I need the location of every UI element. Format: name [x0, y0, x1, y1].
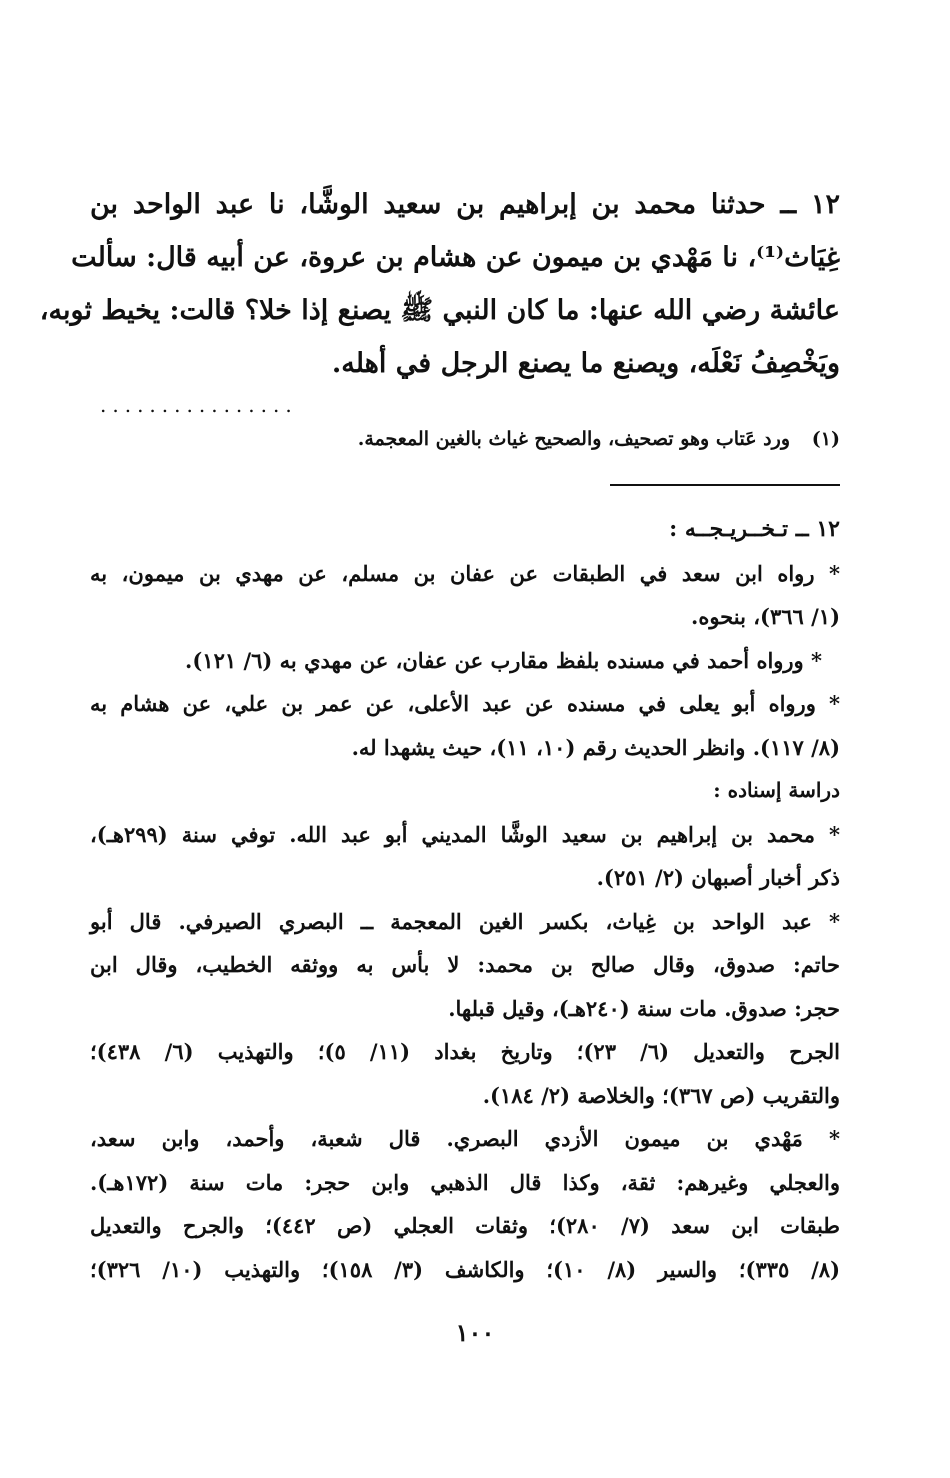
footnote-text: ورد عَتاب وهو تصحيف، والصحيح غياث بالغين المعجمة. — [357, 428, 790, 450]
footnote — [200, 428, 840, 450]
study-line: (٨/ ٣٣٥)؛ والسير (٨/ ١٠)؛ والكاشف (٣/ ١٥٨)؛ والتهذيب (١٠/ ٣٢٦)؛ — [90, 1256, 841, 1282]
study-line: الجرح والتعديل (٦/ ٢٣)؛ وتاريخ بغداد (١١/ ٥)؛ والتهذيب (٦/ ٤٣٨)؛ — [90, 1039, 841, 1064]
hadith-line: ١٢ ــ حدثنا محمد بن إبراهيم بن سعيد الوشَّا، نا عبد الواحد بن — [90, 189, 840, 220]
study-line: * مَهْدي بن ميمون الأزدي البصري. قال شعبة، وأحمد، وابن سعد، — [90, 1126, 840, 1151]
study-heading: دراسة إسناده : — [713, 778, 840, 802]
study-line: ذكر أخبار أصبهان (٢/ ٢٥١). — [596, 865, 840, 890]
study-line: والتقريب (ص ٣٦٧)؛ والخلاصة (٢/ ١٨٤). — [482, 1082, 840, 1108]
page-number: ١٠٠ — [455, 1318, 495, 1347]
study-line: حجر: صدوق. مات سنة (٢٤٠هـ)، وقيل قبلها. — [448, 995, 840, 1021]
study-line: حاتم: صدوق، وقال صالح بن محمد: لا بأس به ووثقه الخطيب، وقال ابن — [90, 952, 840, 977]
takhrij-line: * ورواه أحمد في مسنده بلفظ مقارب عن عفان، عن مهدي به (٦/ ١٢١). — [185, 647, 822, 673]
study-line: * محمد بن إبراهيم بن سعيد الوشَّا المديني أبو عبد الله. توفي سنة (٢٩٩هـ)، — [90, 821, 840, 847]
section-divider — [610, 484, 840, 486]
study-line: طبقات ابن سعد (٧/ ٢٨٠)؛ وثقات العجلي (ص ٤٤٢)؛ والجرح والتعديل — [90, 1213, 841, 1238]
takhrij-heading: ١٢ ــ تـخــريـجــه : — [669, 516, 840, 542]
study-line: والعجلي وغيرهم: ثقة، وكذا قال الذهبي وابن حجر: مات سنة (١٧٢هـ). — [90, 1169, 840, 1195]
takhrij-line: * ورواه أبو يعلى في مسنده عن عبد الأعلى، عن عمر بن علي، عن هشام به — [90, 691, 840, 716]
takhrij-section — [90, 508, 840, 1291]
hadith-line: غِيَاث⁽¹⁾، نا مَهْدي بن ميمون عن هشام بن عروة، عن أبيه قال: سألت — [71, 242, 840, 273]
takhrij-line: (١/ ٣٦٦)، بنحوه. — [691, 604, 840, 629]
takhrij-line: (٨/ ١١٧). وانظر الحديث رقم (١٠، ١١)، حيث يشهدا له. — [351, 734, 840, 760]
hadith-text — [39, 178, 840, 390]
takhrij-line: * رواه ابن سعد في الطبقات عن عفان بن مسلم، عن مهدي بن ميمون، به — [90, 560, 840, 586]
hadith-line: عائشة رضي الله عنها: ما كان النبي ﷺ يصنع إذا خلا؟ قالت: يخيط ثوبه، — [39, 295, 840, 326]
study-line: * عبد الواحد بن غِياث، بكسر الغين المعجمة ــ البصري الصيرفي. قال أبو — [90, 908, 840, 934]
hadith-line: ويَخْصِفُ نَعْلَه، ويصنع ما يصنع الرجل في أهله. — [331, 348, 840, 379]
footnote-number: (١) — [811, 428, 840, 450]
separator-dots: ................ — [100, 393, 298, 417]
